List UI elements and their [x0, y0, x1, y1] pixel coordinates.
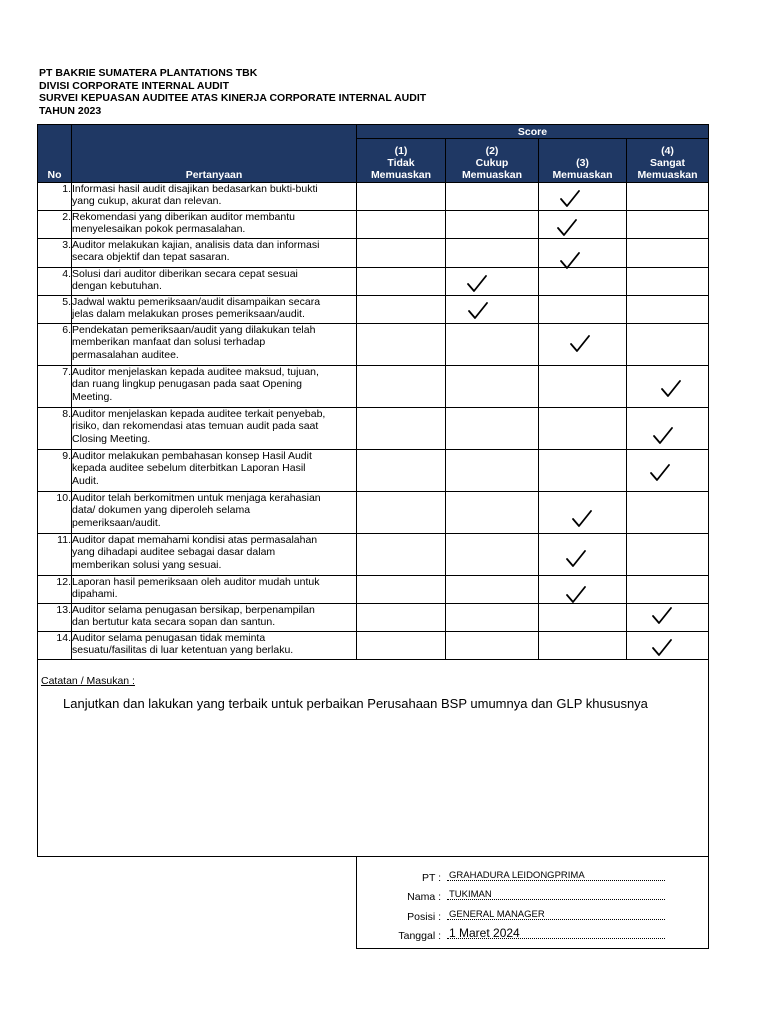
- question-text: [72, 183, 357, 211]
- score-cell-1: [357, 492, 446, 534]
- checkmark-icon: [559, 190, 581, 208]
- checkmark-icon: [565, 586, 587, 604]
- score-cell-2: [446, 534, 539, 576]
- checkmark-icon: [651, 639, 673, 657]
- question-line: dan bertutur kata secara sopan dan santun.: [72, 616, 276, 629]
- score-cell-2: [446, 183, 539, 211]
- question-line: yang dihadapi auditee sebagai dasar dalam: [72, 546, 276, 559]
- question-line: risiko, dan rekomendasi atas temuan audit pada saat: [72, 420, 319, 433]
- question-line: Auditor melakukan pembahasan konsep Hasil Audit: [72, 450, 312, 462]
- score-cell-4: [627, 211, 709, 239]
- question-line: memberikan solusi yang sesuai.: [72, 558, 222, 571]
- company-name: PT BAKRIE SUMATERA PLANTATIONS TBK: [39, 67, 258, 79]
- score-cell-4: [627, 576, 709, 604]
- question-line: dan ruang lingkup penugasan pada saat Opening: [72, 378, 303, 391]
- score-cell-3: [539, 534, 627, 576]
- score-cell-4: [627, 534, 709, 576]
- question-line: dipahami.: [72, 588, 118, 601]
- score-cell-3: [539, 576, 627, 604]
- score-cell-3: [539, 268, 627, 296]
- question-line: Auditor dapat memahami kondisi atas permasalahan: [72, 534, 318, 546]
- question-line: Pendekatan pemeriksaan/audit yang dilakukan telah: [72, 324, 316, 336]
- table-row: [38, 183, 709, 211]
- score-cell-3: [539, 296, 627, 324]
- question-text: [72, 632, 357, 660]
- question-text: [72, 604, 357, 632]
- score-header-line: Memuaskan: [370, 169, 432, 181]
- survey-year: TAHUN 2023: [39, 104, 102, 117]
- score-cell-2: [446, 296, 539, 324]
- column-header-score: Score: [357, 125, 709, 139]
- question-text: [72, 408, 357, 450]
- checkmark-icon: [466, 275, 488, 293]
- score-cell-3: [539, 239, 627, 268]
- checkmark-icon: [565, 550, 587, 568]
- score-cell-1: [357, 239, 446, 268]
- checkmark-icon: [556, 219, 578, 237]
- score-cell-2: [446, 268, 539, 296]
- row-number: 6.: [38, 324, 72, 366]
- question-text: [72, 268, 357, 296]
- question-text: [72, 450, 357, 492]
- score-cell-4: [627, 408, 709, 450]
- question-line: data/ dokumen yang diperoleh selama: [72, 504, 251, 517]
- column-header-no: No: [38, 125, 72, 183]
- score-cell-3: [539, 632, 627, 660]
- score-cell-4: [627, 366, 709, 408]
- row-number: 1.: [38, 183, 72, 211]
- row-number: 14.: [38, 632, 72, 660]
- name-value: TUKIMAN: [449, 889, 492, 900]
- table-row: [38, 268, 709, 296]
- score-header-line: Sangat: [649, 157, 685, 169]
- score-cell-1: [357, 408, 446, 450]
- checkmark-icon: [651, 607, 673, 625]
- question-text: [72, 534, 357, 576]
- question-line: Rekomendasi yang diberikan auditor membantu: [72, 211, 295, 223]
- question-line: memberikan manfaat dan solusi terhadap: [72, 336, 266, 349]
- question-line: Informasi hasil audit disajikan bedasarkan bukti-bukti: [72, 183, 318, 195]
- question-line: Jadwal waktu pemeriksaan/audit disampaikan secara: [72, 296, 321, 308]
- question-line: Auditor melakukan kajian, analisis data dan informasi: [72, 239, 320, 251]
- score-header-line: (4): [661, 145, 674, 157]
- position-label: Posisi :: [407, 911, 441, 923]
- row-number: 4.: [38, 268, 72, 296]
- score-header-line: Cukup: [475, 157, 509, 169]
- column-header-score-4: [627, 139, 709, 183]
- row-number: 8.: [38, 408, 72, 450]
- score-header-line: [539, 145, 626, 157]
- row-number: 3.: [38, 239, 72, 268]
- date-value: 1 Maret 2024: [449, 926, 520, 940]
- score-cell-4: [627, 492, 709, 534]
- row-number: 7.: [38, 366, 72, 408]
- table-row: [38, 324, 709, 366]
- question-text: [72, 576, 357, 604]
- score-cell-1: [357, 183, 446, 211]
- question-line: yang cukup, akurat dan relevan.: [72, 195, 222, 208]
- notes-text: Lanjutkan dan lakukan yang terbaik untuk perbaikan Perusahaan BSP umumnya dan GLP khususnya: [63, 696, 648, 711]
- score-cell-4: [627, 324, 709, 366]
- question-line: Auditor menjelaskan kepada auditee terkait penyebab,: [72, 408, 326, 420]
- row-number: 5.: [38, 296, 72, 324]
- score-header-line: Memuaskan: [461, 169, 523, 181]
- question-line: pemeriksaan/audit.: [72, 516, 161, 529]
- column-header-question: Pertanyaan: [72, 125, 357, 183]
- notes-section: [37, 660, 709, 857]
- column-header-score-1: [357, 139, 446, 183]
- table-row: [38, 632, 709, 660]
- question-text: [72, 296, 357, 324]
- question-line: sesuatu/fasilitas di luar ketentuan yang berlaku.: [72, 644, 294, 657]
- table-row: [38, 604, 709, 632]
- score-cell-3: [539, 450, 627, 492]
- table-row: [38, 450, 709, 492]
- signature-row-date: [357, 928, 708, 942]
- score-cell-4: [627, 632, 709, 660]
- table-row: [38, 239, 709, 268]
- signature-row-pt: [357, 870, 708, 884]
- score-cell-3: [539, 183, 627, 211]
- table-row: [38, 534, 709, 576]
- column-header-score-2: [446, 139, 539, 183]
- question-line: Meeting.: [72, 390, 113, 403]
- table-row: [38, 211, 709, 239]
- score-cell-3: [539, 366, 627, 408]
- score-cell-2: [446, 450, 539, 492]
- score-cell-4: [627, 604, 709, 632]
- score-cell-3: [539, 324, 627, 366]
- question-line: kepada auditee sebelum diterbitkan Laporan Hasil: [72, 462, 306, 475]
- row-number: 2.: [38, 211, 72, 239]
- checkmark-icon: [660, 380, 682, 398]
- question-line: Solusi dari auditor diberikan secara cepat sesuai: [72, 268, 298, 280]
- score-cell-4: [627, 450, 709, 492]
- score-cell-1: [357, 211, 446, 239]
- survey-title: SURVEI KEPUASAN AUDITEE ATAS KINERJA CORPORATE INTERNAL AUDIT: [39, 92, 427, 105]
- question-line: jelas dalam melakukan proses pemeriksaan/audit.: [72, 308, 305, 321]
- checkmark-icon: [569, 335, 591, 353]
- score-cell-1: [357, 450, 446, 492]
- checkmark-icon: [649, 464, 671, 482]
- score-header-line: (1): [394, 145, 408, 157]
- score-cell-4: [627, 239, 709, 268]
- table-row: [38, 296, 709, 324]
- question-line: dengan kebutuhan.: [72, 280, 162, 293]
- score-cell-2: [446, 211, 539, 239]
- row-number: 12.: [38, 576, 72, 604]
- score-cell-1: [357, 366, 446, 408]
- question-text: [72, 324, 357, 366]
- column-header-score-3: [539, 139, 627, 183]
- question-text: [72, 492, 357, 534]
- score-header-line: (2): [485, 145, 499, 157]
- date-label: Tanggal :: [398, 930, 441, 942]
- pt-label: PT :: [421, 872, 441, 884]
- row-number: 11.: [38, 534, 72, 576]
- row-number: 10.: [38, 492, 72, 534]
- score-cell-1: [357, 576, 446, 604]
- question-line: secara objektif dan tepat sasaran.: [72, 251, 230, 264]
- table-row: [38, 408, 709, 450]
- division-name: DIVISI CORPORATE INTERNAL AUDIT: [39, 79, 229, 92]
- question-text: [72, 239, 357, 268]
- score-cell-3: [539, 211, 627, 239]
- score-header-line: Memuaskan: [637, 169, 698, 181]
- pt-value: GRAHADURA LEIDONGPRIMA: [449, 870, 585, 881]
- score-header-line: (3): [576, 157, 589, 169]
- score-header-line: Memuaskan: [552, 169, 613, 181]
- score-cell-1: [357, 632, 446, 660]
- score-cell-2: [446, 366, 539, 408]
- checkmark-icon: [467, 302, 489, 320]
- row-number: 9.: [38, 450, 72, 492]
- score-cell-2: [446, 604, 539, 632]
- document-header: [39, 67, 426, 117]
- score-cell-1: [357, 296, 446, 324]
- score-cell-3: [539, 604, 627, 632]
- score-cell-3: [539, 408, 627, 450]
- score-cell-4: [627, 296, 709, 324]
- position-value: GENERAL MANAGER: [449, 909, 545, 920]
- score-cell-4: [627, 183, 709, 211]
- signature-row-name: [357, 889, 708, 903]
- score-cell-3: [539, 492, 627, 534]
- survey-table: [37, 124, 709, 660]
- score-cell-1: [357, 268, 446, 296]
- score-cell-2: [446, 492, 539, 534]
- question-line: Auditor menjelaskan kepada auditee maksud, tujuan,: [72, 366, 319, 378]
- question-text: [72, 366, 357, 408]
- table-row: [38, 366, 709, 408]
- score-cell-2: [446, 576, 539, 604]
- score-cell-4: [627, 268, 709, 296]
- question-line: menyelesaikan pokok permasalahan.: [72, 223, 246, 236]
- question-line: Auditor telah berkomitmen untuk menjaga kerahasian: [72, 492, 321, 504]
- checkmark-icon: [652, 427, 674, 445]
- table-row: [38, 576, 709, 604]
- score-header-line: Tidak: [387, 157, 415, 169]
- table-row: [38, 492, 709, 534]
- notes-label: Catatan / Masukan :: [41, 675, 135, 687]
- question-line: Auditor selama penugasan tidak meminta: [72, 632, 266, 644]
- score-cell-1: [357, 604, 446, 632]
- question-line: Laporan hasil pemeriksaan oleh auditor mudah untuk: [72, 576, 320, 588]
- question-line: permasalahan auditee.: [72, 348, 179, 361]
- score-cell-1: [357, 534, 446, 576]
- row-number: 13.: [38, 604, 72, 632]
- score-cell-2: [446, 408, 539, 450]
- score-cell-2: [446, 239, 539, 268]
- question-text: [72, 211, 357, 239]
- checkmark-icon: [571, 510, 593, 528]
- score-cell-2: [446, 632, 539, 660]
- name-label: Nama :: [407, 891, 441, 903]
- question-line: Audit.: [72, 474, 99, 487]
- question-line: Closing Meeting.: [72, 432, 151, 445]
- score-cell-1: [357, 324, 446, 366]
- signature-block: [356, 856, 709, 949]
- signature-row-position: [357, 909, 708, 923]
- question-line: Auditor selama penugasan bersikap, berpenampilan: [72, 604, 315, 616]
- score-cell-2: [446, 324, 539, 366]
